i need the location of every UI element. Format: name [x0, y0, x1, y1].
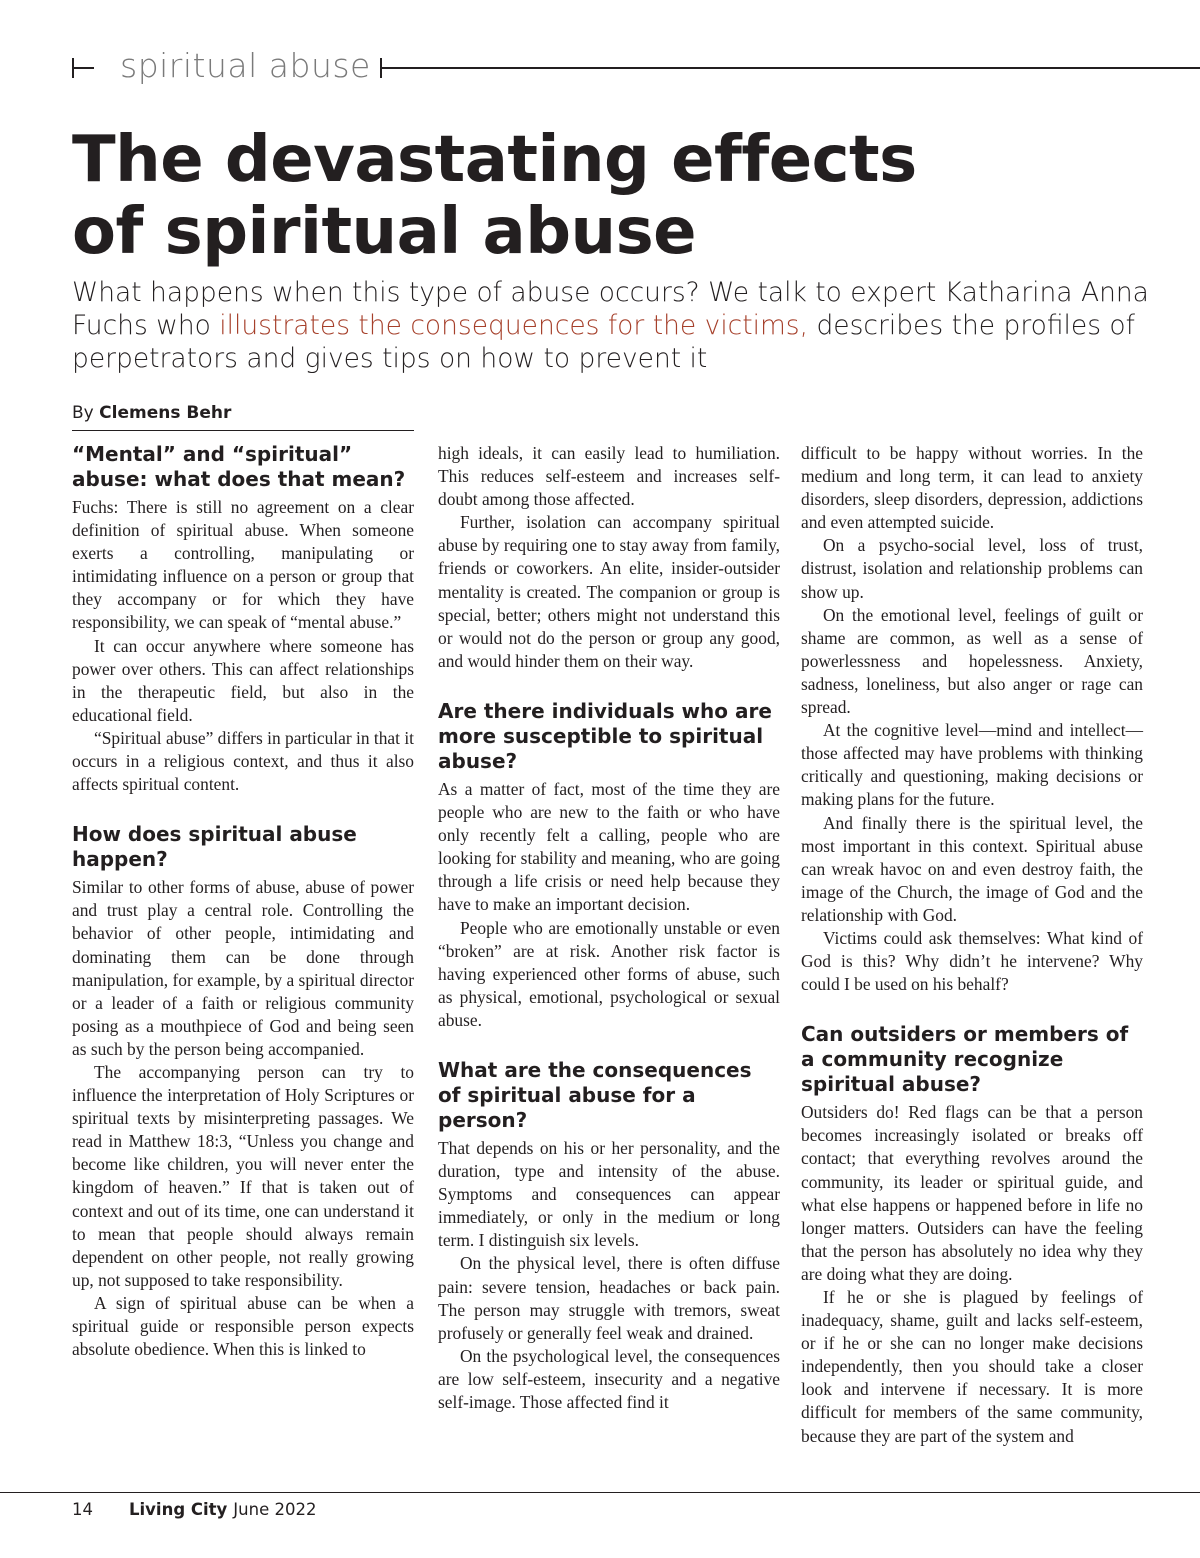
- subheading-consequences: What are the consequences of spiritual abuse for a person?: [438, 1057, 752, 1132]
- article-column-2: [438, 442, 780, 1414]
- dek-highlight: illustrates the consequences for the victims,: [219, 310, 809, 341]
- paragraph: Fuchs: There is still no agreement on a clear definition of spiritual abuse. When someone exerts a controlling, manipulating or intimidating influence on a person or group that they accompany or for which they have responsibility, we can speak of “mental abuse.”: [72, 497, 414, 633]
- article-dek: [72, 276, 1152, 375]
- paragraph: difficult to be happy without worries. In the medium and long term, it can lead to anxiety disorders, sleep disorders, depression, addictions and even attempted suicide.: [801, 443, 1143, 533]
- section-rule-right: [380, 67, 1200, 69]
- footer-rule: [0, 1492, 1200, 1493]
- paragraph: It can occur anywhere where someone has power over others. This can affect relationships in the therapeutic field, but also in the educational field.: [72, 635, 414, 725]
- paragraph: On the psychological level, the consequences are low self-esteem, insecurity and a negative self-image. Those affected find it: [438, 1345, 780, 1412]
- page-number: 14: [72, 1500, 93, 1519]
- paragraph: Outsiders do! Red flags can be that a person becomes increasingly isolated or breaks off contact; that everything revolves around the community, its leader or spiritual guide, and what else happens or happened before in life no longer matters. Outsiders can have the feeling that the person has absolutely no idea why they are doing what they are doing.: [801, 1102, 1143, 1284]
- paragraph: Victims could ask themselves: What kind of God is this? Why didn’t he intervene? Why could I be used on his behalf?: [801, 927, 1143, 995]
- headline-line-2: of spiritual abuse: [72, 195, 697, 269]
- subheading-recognize: Can outsiders or members of a community recognize spiritual abuse?: [801, 1022, 1129, 1097]
- paragraph: Further, isolation can accompany spiritual abuse by requiring one to stay away from family, friends or coworkers. An elite, insider-outsider mentality is created. The companion or group is special, better; others might not understand this or would not do the person or group any good, and would hinder them on their way.: [438, 512, 780, 671]
- section-label: spiritual abuse: [120, 46, 371, 85]
- paragraph: As a matter of fact, most of the time they are people who are new to the faith or who have only recently felt a calling, people who are looking for stability and meaning, who are going through a life crisis or need help because they have to make an important decision.: [438, 778, 780, 915]
- paragraph: If he or she is plagued by feelings of inadequacy, shame, guilt and lacks self-esteem, or if he or she can no longer make decisions independently, then you should take a closer look and intervene if necessary. It is more difficult for members of the same community, because they are part of the system and: [801, 1287, 1143, 1446]
- section-bar: [72, 46, 1200, 86]
- paragraph: On a psycho-social level, loss of trust, distrust, isolation and relationship problems can show up.: [801, 535, 1143, 602]
- paragraph: A sign of spiritual abuse can be when a spiritual guide or responsible person expects absolute obedience. When this is linked to: [72, 1292, 414, 1360]
- subheading-mental-spiritual: “Mental” and “spiritual” abuse: what does that mean?: [72, 442, 406, 491]
- paragraph: “Spiritual abuse” differs in particular in that it occurs in a religious context, and thus it also affects spiritual content.: [72, 727, 414, 795]
- issue-date: June 2022: [233, 1500, 317, 1519]
- subheading-how-happen: How does spiritual abuse happen?: [72, 822, 357, 872]
- section-rule-left: [72, 67, 94, 69]
- paragraph: high ideals, it can easily lead to humiliation. This reduces self-esteem and increases self-doubt among those affected.: [438, 443, 780, 510]
- paragraph: The accompanying person can try to influence the interpretation of Holy Scriptures or spiritual texts by misinterpreting passages. We read in Matthew 18:3, “Unless you change and become like children, you will never enter the kingdom of heaven.” If that is taken out of context and out of its time, one can understand it to mean that people should always remain dependent on other people, not really growing up, not supposed to take responsibility.: [72, 1061, 414, 1290]
- byline-prefix: By: [72, 403, 100, 423]
- dek-text-1: What happens when this type of abuse occurs? We talk to expert Katharina Anna Fuchs who: [72, 277, 1149, 341]
- paragraph: On the emotional level, feelings of guilt or shame are common, as well as a sense of powerlessness and hopelessness. Anxiety, sadness, loneliness, but also anger or rage can spread.: [801, 604, 1143, 718]
- paragraph: Similar to other forms of abuse, abuse of power and trust play a central role. Controlling the behavior of other people, intimidating and dominating them can be done through manipulation, for example, by a spiritual director or a leader of a faith or religious community posing as a mouthpiece of God and being seen as such by the person being accompanied.: [72, 877, 414, 1059]
- article-column-1: [72, 442, 414, 1361]
- subheading-susceptible: Are there individuals who are more susceptible to spiritual abuse?: [438, 698, 772, 773]
- magazine-name: Living City: [129, 1500, 228, 1519]
- headline-line-1: The devastating effects: [72, 123, 917, 197]
- paragraph: On the physical level, there is often diffuse pain: severe tension, headaches or back pain. The person may struggle with tremors, sweat profusely or generally feel weak and drained.: [438, 1253, 780, 1343]
- dek-text-2: describes the profiles of perpetrators and gives tips on how to prevent it: [72, 310, 1135, 374]
- paragraph: And finally there is the spiritual level, the most important in this context. Spiritual abuse can wreak havoc on and even destroy faith, the image of the Church, the image of God and the relationship with God.: [801, 812, 1143, 925]
- byline: [72, 402, 414, 431]
- paragraph: At the cognitive level—mind and intellect—those affected may have problems with thinking critically and questioning, making decisions or making plans for the future.: [801, 720, 1143, 810]
- article-column-3: [801, 442, 1143, 1448]
- article-headline: [72, 124, 1172, 268]
- paragraph: People who are emotionally unstable or even “broken” are at risk. Another risk factor is having experienced other forms of abuse, such as physical, emotional, psychological or sexual abuse.: [438, 917, 780, 1030]
- page-footer: [72, 1500, 316, 1519]
- byline-author: Clemens Behr: [99, 403, 232, 423]
- paragraph: That depends on his or her personality, and the duration, type and intensity of the abuse. Symptoms and consequences can appear immediately, or only in the medium or long term. I distinguish six levels.: [438, 1137, 780, 1251]
